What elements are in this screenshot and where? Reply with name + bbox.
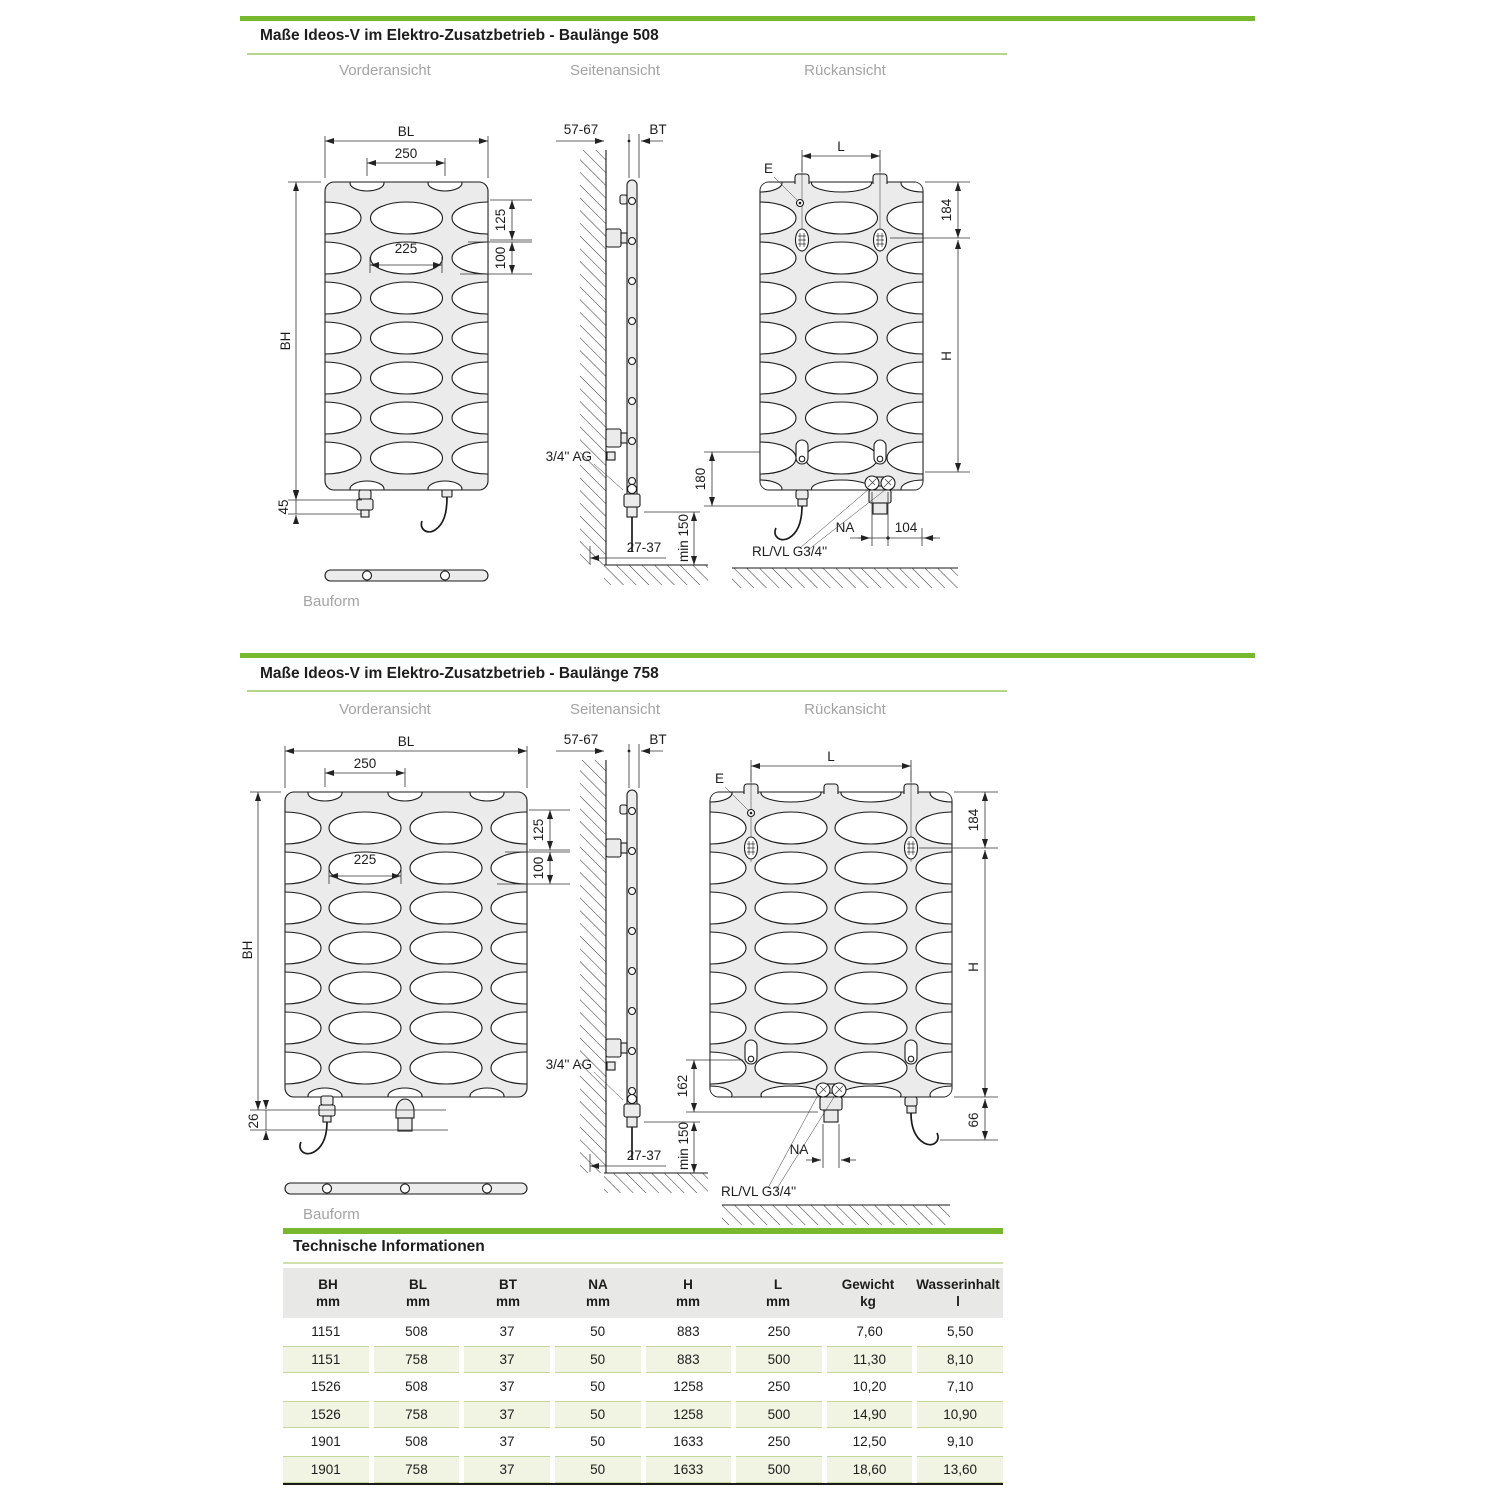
section2-title: Maße Ideos-V im Elektro-Zusatzbetrieb - Baulänge 758 xyxy=(260,665,659,682)
cell: 1901 xyxy=(283,1456,369,1484)
dim-l-508: L xyxy=(837,139,845,154)
dim-na-758: NA xyxy=(789,1142,809,1157)
cell: 500 xyxy=(736,1346,822,1374)
dim-125-758: 125 xyxy=(531,818,546,842)
heater-with-hook xyxy=(905,1097,938,1145)
cell: 758 xyxy=(374,1456,460,1484)
wall-bracket-upper xyxy=(606,229,627,247)
label-ag-758: 3/4'' AG xyxy=(545,1057,592,1072)
table-row xyxy=(283,1346,1003,1374)
cell: 37 xyxy=(464,1401,550,1429)
mounting-bracket xyxy=(905,837,918,859)
cell: 11,30 xyxy=(827,1346,913,1374)
dim-2737-758: 27-37 xyxy=(626,1148,662,1163)
cell: 508 xyxy=(405,1379,428,1394)
col-header-na: NA mm xyxy=(585,1277,610,1309)
col-header-bt: BT mm xyxy=(495,1277,520,1309)
table-body xyxy=(283,1318,1003,1483)
cell: 250 xyxy=(767,1379,791,1394)
cell: 758 xyxy=(374,1401,460,1429)
wall-bracket-lower xyxy=(606,429,627,460)
view-label-back-2: Rückansicht xyxy=(804,701,886,718)
floor-hatch xyxy=(732,568,958,588)
col-header-wasserinhalt: Wasserinhalt l xyxy=(916,1277,1000,1309)
side-view-758 xyxy=(546,732,708,1193)
cell: 1258 xyxy=(646,1401,732,1429)
cell: 1526 xyxy=(283,1401,369,1429)
cell: 50 xyxy=(555,1346,641,1374)
drawings-758 xyxy=(240,725,1260,1245)
bauform-label-508: Bauform xyxy=(303,593,360,610)
mounting-bracket xyxy=(796,229,809,251)
dim-h-758: H xyxy=(966,962,981,972)
cell: 500 xyxy=(736,1401,822,1429)
dim-bl-508: BL xyxy=(397,124,415,139)
cell: 883 xyxy=(677,1324,700,1339)
table-row xyxy=(283,1456,1003,1484)
dim-162-758: 162 xyxy=(675,1074,690,1098)
cell: 250 xyxy=(767,1324,791,1339)
dim-min150-508: min 150 xyxy=(676,513,691,563)
dim-h-508: H xyxy=(939,351,954,361)
side-508-dimensions xyxy=(546,122,700,565)
cell: 37 xyxy=(464,1346,550,1374)
dim-125-508: 125 xyxy=(493,208,508,232)
keyhole-slot xyxy=(905,1040,917,1064)
cell: 10,90 xyxy=(917,1401,1003,1429)
heater-with-hook xyxy=(300,1096,335,1154)
floor-hatch xyxy=(722,1205,950,1225)
bauform-label-758: Bauform xyxy=(303,1206,360,1223)
cell: 14,90 xyxy=(827,1401,913,1429)
dim-250-758: 250 xyxy=(353,756,377,771)
back-view-508 xyxy=(693,139,970,588)
mounting-bracket xyxy=(874,229,887,251)
dim-184-508: 184 xyxy=(939,198,954,222)
view-label-front-2: Vorderansicht xyxy=(339,701,431,718)
cell: 1633 xyxy=(646,1456,732,1484)
cell: 1258 xyxy=(673,1379,704,1394)
cell: 250 xyxy=(767,1434,791,1449)
keyhole-slot xyxy=(796,440,808,464)
cell: 758 xyxy=(374,1346,460,1374)
dim-2737-508: 27-37 xyxy=(626,540,662,555)
dim-104-508: 104 xyxy=(894,520,918,535)
side-view-508 xyxy=(546,122,708,585)
table-row xyxy=(283,1318,1003,1346)
cell: 50 xyxy=(590,1434,606,1449)
table-green-bar xyxy=(283,1228,1003,1234)
front-view-758 xyxy=(240,734,570,1223)
view-label-front-1: Vorderansicht xyxy=(339,62,431,79)
cell: 37 xyxy=(464,1456,550,1484)
sensor-knob xyxy=(620,805,627,814)
section2-green-bar xyxy=(240,653,1255,658)
cell: 37 xyxy=(499,1379,515,1394)
floor-hatch xyxy=(604,1173,708,1193)
cell: 5,50 xyxy=(947,1324,974,1339)
cell: 508 xyxy=(405,1434,428,1449)
dim-66-758: 66 xyxy=(966,1112,981,1128)
section2-divider xyxy=(247,690,1007,692)
view-label-side-1: Seitenansicht xyxy=(569,62,661,79)
label-rlvl-508: RL/VL G3/4'' xyxy=(752,544,828,559)
label-e-758: E xyxy=(715,771,725,786)
wall-bracket-upper xyxy=(606,839,627,857)
table-title: Technische Informationen xyxy=(293,1238,485,1255)
col-header-bl: BL mm xyxy=(405,1277,430,1309)
dim-5767-758: 57-67 xyxy=(563,732,599,747)
cell: 50 xyxy=(590,1379,606,1394)
dim-min150-758: min 150 xyxy=(676,1121,691,1171)
section1-divider xyxy=(247,53,1007,55)
dim-26-758: 26 xyxy=(246,1113,261,1129)
table-row xyxy=(283,1401,1003,1429)
label-e-508: E xyxy=(764,161,774,176)
dim-100-508: 100 xyxy=(493,246,508,270)
cell: 508 xyxy=(405,1324,428,1339)
table-header-row xyxy=(283,1268,1003,1318)
wall-bracket-lower xyxy=(606,1039,627,1070)
keyhole-slot xyxy=(745,1040,757,1064)
dim-225-508: 225 xyxy=(394,241,418,256)
valve-connection-block xyxy=(816,1083,846,1122)
cell: 1633 xyxy=(673,1434,704,1449)
cell: 1526 xyxy=(310,1379,341,1394)
bauform-cross-section-508 xyxy=(325,570,488,581)
cell: 9,10 xyxy=(947,1434,974,1449)
cell: 37 xyxy=(499,1324,515,1339)
section1-title: Maße Ideos-V im Elektro-Zusatzbetrieb - Baulänge 508 xyxy=(260,27,659,44)
cell: 10,20 xyxy=(852,1379,887,1394)
col-header-gewicht: Gewicht kg xyxy=(841,1277,895,1309)
back-view-758 xyxy=(674,749,998,1225)
col-header-h: H mm xyxy=(675,1277,700,1309)
table-divider xyxy=(283,1262,1003,1264)
dim-184-758: 184 xyxy=(966,808,981,832)
dim-45-508: 45 xyxy=(276,499,291,515)
cell: 7,10 xyxy=(947,1379,974,1394)
cell: 50 xyxy=(590,1324,606,1339)
dim-bl-758: BL xyxy=(397,734,415,749)
dim-l-758: L xyxy=(827,749,835,764)
floor-hatch xyxy=(604,565,708,585)
col-header-bh: BH mm xyxy=(315,1277,340,1309)
front-view-508 xyxy=(276,124,532,610)
view-label-side-2: Seitenansicht xyxy=(569,701,661,718)
cell: 1151 xyxy=(311,1324,341,1339)
cell: 883 xyxy=(646,1346,732,1374)
mounting-bracket xyxy=(745,837,758,859)
bauform-cross-section-758 xyxy=(285,1183,527,1194)
cell: 500 xyxy=(736,1456,822,1484)
table-row xyxy=(283,1428,1003,1456)
drawings-508 xyxy=(240,95,1260,640)
dim-225-758: 225 xyxy=(353,852,377,867)
table-row xyxy=(283,1373,1003,1401)
cell: 1151 xyxy=(283,1346,369,1374)
keyhole-slot xyxy=(874,440,886,464)
dome-fitting xyxy=(396,1099,414,1131)
col-header-l: L mm xyxy=(765,1277,790,1309)
cell: 37 xyxy=(499,1434,515,1449)
electric-heater-element xyxy=(357,490,373,517)
cell: 13,60 xyxy=(917,1456,1003,1484)
dim-bt-508: BT xyxy=(649,122,667,137)
side-758-dimensions xyxy=(546,732,700,1173)
label-rlvl-758: RL/VL G3/4'' xyxy=(721,1184,797,1199)
cell: 12,50 xyxy=(852,1434,887,1449)
label-ag-508: 3/4'' AG xyxy=(545,449,592,464)
dim-bh-758: BH xyxy=(240,940,255,960)
dim-bt-758: BT xyxy=(649,732,667,747)
dim-180-508: 180 xyxy=(693,467,708,491)
cell: 8,10 xyxy=(917,1346,1003,1374)
dim-bh-508: BH xyxy=(278,331,293,351)
view-label-back-1: Rückansicht xyxy=(804,62,886,79)
cell: 1901 xyxy=(310,1434,341,1449)
table-bottom-border xyxy=(283,1483,1003,1485)
dim-5767-508: 57-67 xyxy=(563,122,599,137)
section1-green-bar xyxy=(240,16,1255,21)
cell: 18,60 xyxy=(827,1456,913,1484)
cable-hook xyxy=(421,490,452,532)
cell: 7,60 xyxy=(856,1324,883,1339)
dim-na-508: NA xyxy=(835,520,855,535)
cell: 50 xyxy=(555,1401,641,1429)
sensor-knob xyxy=(620,195,627,204)
dim-100-758: 100 xyxy=(531,856,546,880)
wall-hatch xyxy=(580,760,606,1173)
dim-250-508: 250 xyxy=(394,146,418,161)
wall-hatch xyxy=(580,150,606,565)
heater-with-hook xyxy=(775,490,808,540)
cell: 50 xyxy=(555,1456,641,1484)
valve-connection-block xyxy=(865,476,895,514)
